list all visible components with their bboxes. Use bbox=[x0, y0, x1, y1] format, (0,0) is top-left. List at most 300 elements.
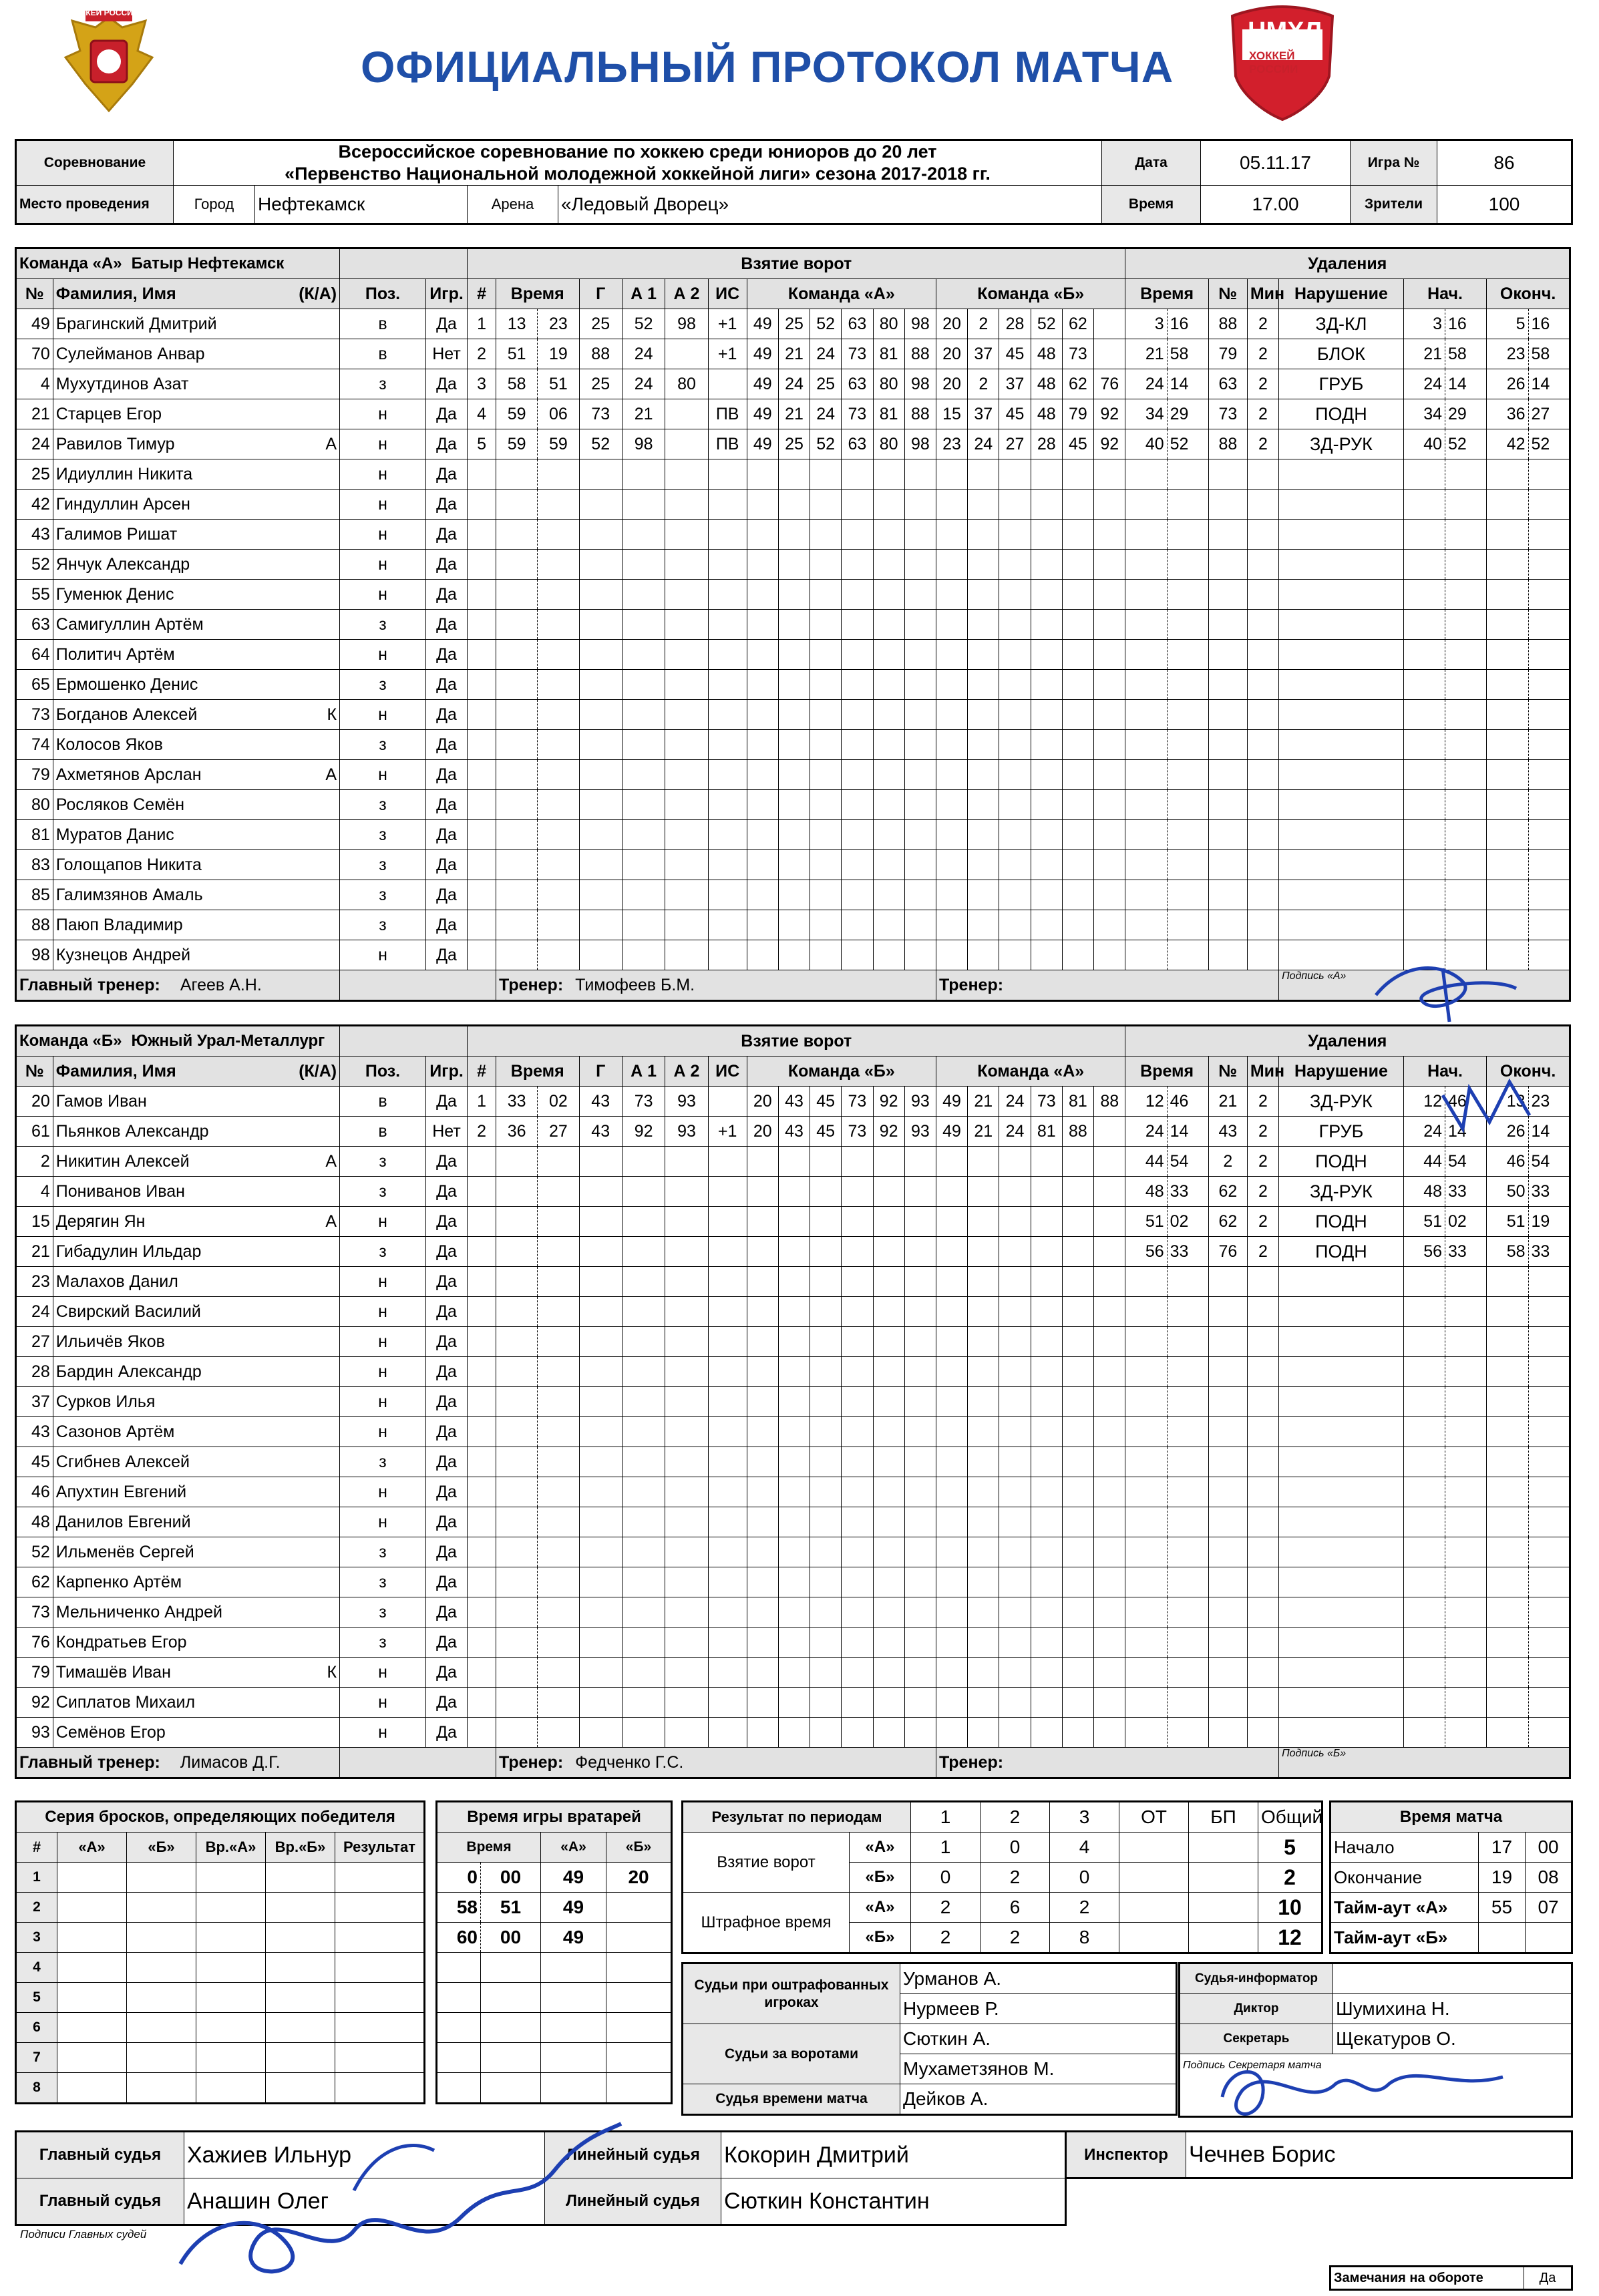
penalty-minute bbox=[1125, 550, 1167, 580]
penalty-player bbox=[1208, 1447, 1247, 1477]
shootout-cell bbox=[57, 1953, 127, 1983]
on-ice-own-player bbox=[747, 1447, 778, 1477]
on-ice-opp-player bbox=[968, 640, 999, 670]
player-name-cell bbox=[53, 1177, 339, 1207]
player-name: Пониванов Иван bbox=[55, 1181, 185, 1201]
penalty-end-minute: 23 bbox=[1487, 339, 1528, 369]
player-name-cell bbox=[53, 309, 339, 339]
penalty-minutes bbox=[1247, 700, 1278, 730]
shootout-cell bbox=[266, 1923, 335, 1953]
penalty-end-minute bbox=[1487, 820, 1528, 850]
on-ice-own-player bbox=[904, 1147, 936, 1177]
player-role: К bbox=[327, 705, 337, 724]
referee-2: Анашин Олег bbox=[184, 2178, 545, 2225]
on-ice-own-player: 73 bbox=[842, 1087, 873, 1117]
on-ice-own-player bbox=[778, 880, 810, 910]
penalty-end-minute bbox=[1487, 1357, 1528, 1387]
penalty-minutes bbox=[1247, 490, 1278, 520]
penalty-end-second bbox=[1528, 1417, 1570, 1447]
player-name-cell bbox=[53, 910, 339, 940]
on-ice-own-player bbox=[842, 1267, 873, 1297]
player-played: Да bbox=[425, 1688, 467, 1718]
goalie-cell bbox=[437, 2013, 481, 2043]
on-ice-own-player bbox=[810, 640, 842, 670]
player-played: Нет bbox=[425, 339, 467, 369]
on-ice-opp-player bbox=[999, 1477, 1031, 1507]
penalty-violation: ПОДН bbox=[1279, 1237, 1404, 1267]
player-position: в bbox=[340, 1117, 426, 1147]
shootout-cell bbox=[196, 1953, 266, 1983]
player-position: н bbox=[340, 490, 426, 520]
goal-second bbox=[538, 1177, 579, 1207]
on-ice-opp-player: 37 bbox=[999, 369, 1031, 399]
on-ice-opp-player bbox=[936, 1688, 967, 1718]
on-ice-opp-player bbox=[1062, 490, 1093, 520]
on-ice-opp-player bbox=[1094, 1658, 1125, 1688]
on-ice-opp-player bbox=[968, 580, 999, 610]
goalie-col-time: Время bbox=[437, 1833, 541, 1863]
on-ice-opp-player bbox=[1094, 1447, 1125, 1477]
goal-number: 1 bbox=[468, 1087, 496, 1117]
goal-assist-1: 98 bbox=[622, 429, 665, 459]
on-ice-own-player: 92 bbox=[873, 1117, 904, 1147]
table-row bbox=[16, 910, 1570, 940]
penalty-minute bbox=[1125, 1297, 1167, 1327]
table-row bbox=[16, 1357, 1570, 1387]
on-ice-own-player bbox=[904, 520, 936, 550]
penalty-violation: ПОДН bbox=[1279, 399, 1404, 429]
goal-assist-2 bbox=[665, 1357, 708, 1387]
on-ice-opp-player bbox=[968, 850, 999, 880]
player-played: Да bbox=[425, 880, 467, 910]
goal-number bbox=[468, 910, 496, 940]
on-ice-opp-player bbox=[936, 1147, 967, 1177]
goal-situation bbox=[708, 850, 747, 880]
on-ice-own-player bbox=[778, 1597, 810, 1628]
goal-assist-2 bbox=[665, 1718, 708, 1748]
col-pen-start: Нач. bbox=[1403, 279, 1486, 309]
on-ice-opp-player bbox=[936, 1357, 967, 1387]
penalty-violation bbox=[1279, 730, 1404, 760]
player-name-cell bbox=[53, 610, 339, 640]
on-ice-opp-player bbox=[1062, 1537, 1093, 1567]
penalty-end-minute bbox=[1487, 790, 1528, 820]
coach-label: Тренер: bbox=[499, 1752, 564, 1772]
player-name: Идиуллин Никита bbox=[55, 464, 193, 484]
penalty-minute bbox=[1125, 1507, 1167, 1537]
player-number: 4 bbox=[16, 1177, 53, 1207]
on-ice-opp-player bbox=[968, 1477, 999, 1507]
penalty-end-second: 33 bbox=[1528, 1237, 1570, 1267]
on-ice-opp-player bbox=[936, 940, 967, 970]
goalie-cell bbox=[541, 2043, 606, 2073]
goal-assist-2 bbox=[665, 1447, 708, 1477]
informer-label: Судья-информатор bbox=[1180, 1963, 1333, 1994]
penalty-end-minute: 26 bbox=[1487, 369, 1528, 399]
player-number: 21 bbox=[16, 399, 53, 429]
penalty-second bbox=[1167, 880, 1208, 910]
col-goal-time: Время bbox=[496, 279, 579, 309]
on-ice-own-player bbox=[747, 520, 778, 550]
on-ice-own-player: 49 bbox=[747, 429, 778, 459]
goal-minute bbox=[496, 1628, 538, 1658]
player-name: Равилов Тимур bbox=[55, 434, 175, 453]
on-ice-own-player bbox=[747, 580, 778, 610]
penalty-second bbox=[1167, 1387, 1208, 1417]
on-ice-own-player bbox=[810, 1658, 842, 1688]
on-ice-own-player bbox=[810, 1718, 842, 1748]
on-ice-opp-player bbox=[968, 820, 999, 850]
penalty-violation bbox=[1279, 1387, 1404, 1417]
table-row bbox=[16, 730, 1570, 760]
head-coach-cell bbox=[16, 1748, 340, 1778]
on-ice-opp-player bbox=[1094, 520, 1125, 550]
player-number: 15 bbox=[16, 1207, 53, 1237]
on-ice-own-player: 80 bbox=[873, 429, 904, 459]
goal-assist-1 bbox=[622, 1628, 665, 1658]
penalty-end-second: 14 bbox=[1528, 1117, 1570, 1147]
on-ice-own-player bbox=[873, 790, 904, 820]
penalty-player bbox=[1208, 1327, 1247, 1357]
goal-situation bbox=[708, 459, 747, 490]
team-b-table bbox=[15, 1024, 1571, 1779]
goalie-second: 51 bbox=[481, 1893, 541, 1923]
on-ice-opp-player bbox=[999, 1447, 1031, 1477]
on-ice-opp-player bbox=[936, 820, 967, 850]
on-ice-own-player bbox=[778, 730, 810, 760]
on-ice-own-player bbox=[747, 730, 778, 760]
on-ice-opp-player bbox=[1031, 1658, 1062, 1688]
on-ice-own-player: 45 bbox=[810, 1117, 842, 1147]
penalty-minute bbox=[1125, 790, 1167, 820]
penalty-end-minute bbox=[1487, 730, 1528, 760]
goalie-col-b: «Б» bbox=[606, 1833, 672, 1863]
on-ice-own-player bbox=[842, 730, 873, 760]
goal-assist-1 bbox=[622, 1477, 665, 1507]
on-ice-own-player bbox=[904, 1628, 936, 1658]
on-ice-opp-player bbox=[1094, 910, 1125, 940]
on-ice-opp-player bbox=[1062, 580, 1093, 610]
penalty-end-second bbox=[1528, 880, 1570, 910]
goal-number bbox=[468, 1597, 496, 1628]
on-ice-opp-player bbox=[999, 1297, 1031, 1327]
goal-situation bbox=[708, 730, 747, 760]
goal-minute bbox=[496, 760, 538, 790]
penalty-end-second bbox=[1528, 910, 1570, 940]
goal-assist-2 bbox=[665, 1207, 708, 1237]
penalty-player: 63 bbox=[1208, 369, 1247, 399]
periods-pen-cell bbox=[1189, 1923, 1258, 1953]
penalty-player bbox=[1208, 490, 1247, 520]
on-ice-opp-player bbox=[1031, 580, 1062, 610]
goalie-b bbox=[606, 1923, 672, 1953]
periods-pen-cell bbox=[1189, 1893, 1258, 1923]
on-ice-opp-player bbox=[999, 1417, 1031, 1447]
goal-number bbox=[468, 1177, 496, 1207]
on-ice-own-player bbox=[904, 580, 936, 610]
on-ice-own-player bbox=[778, 1628, 810, 1658]
penalty-start-second bbox=[1445, 880, 1487, 910]
on-ice-own-player bbox=[842, 850, 873, 880]
on-ice-opp-player bbox=[1094, 1207, 1125, 1237]
goal-second: 27 bbox=[538, 1117, 579, 1147]
penalty-minute bbox=[1125, 700, 1167, 730]
penalty-start-second bbox=[1445, 520, 1487, 550]
col-goal-num: # bbox=[468, 279, 496, 309]
coach-name: Федченко Г.С. bbox=[575, 1752, 684, 1772]
goal-number bbox=[468, 459, 496, 490]
penalty-second bbox=[1167, 1628, 1208, 1658]
player-number: 63 bbox=[16, 610, 53, 640]
goal-situation bbox=[708, 1477, 747, 1507]
col-pen-end: Оконч. bbox=[1487, 1057, 1570, 1087]
goal-number bbox=[468, 580, 496, 610]
on-ice-own-player bbox=[747, 550, 778, 580]
on-ice-opp-player bbox=[999, 1597, 1031, 1628]
penalty-violation bbox=[1279, 1658, 1404, 1688]
penalty-violation bbox=[1279, 1447, 1404, 1477]
player-name-cell bbox=[53, 1267, 339, 1297]
penalty-violation bbox=[1279, 700, 1404, 730]
goal-situation bbox=[708, 550, 747, 580]
on-ice-own-player bbox=[747, 1147, 778, 1177]
penalty-minutes: 2 bbox=[1247, 339, 1278, 369]
shootout-cell bbox=[57, 1863, 127, 1893]
on-ice-own-player bbox=[842, 940, 873, 970]
penalty-minute: 34 bbox=[1125, 399, 1167, 429]
penalty-end-minute bbox=[1487, 1537, 1528, 1567]
goal-assist-2 bbox=[665, 850, 708, 880]
shootout-cell bbox=[57, 1983, 127, 2013]
penalty-player bbox=[1208, 940, 1247, 970]
penalty-violation bbox=[1279, 459, 1404, 490]
on-ice-opp-player: 2 bbox=[968, 369, 999, 399]
goal-assist-2 bbox=[665, 1267, 708, 1297]
on-ice-own-player: 93 bbox=[904, 1117, 936, 1147]
team-label bbox=[16, 248, 340, 279]
shootout-cell bbox=[196, 2073, 266, 2104]
on-ice-own-player bbox=[873, 940, 904, 970]
penalty-start-second: 46 bbox=[1445, 1087, 1487, 1117]
player-name: Сурков Илья bbox=[55, 1392, 156, 1411]
goal-scorer bbox=[579, 760, 622, 790]
goal-situation bbox=[708, 580, 747, 610]
on-ice-own-player bbox=[904, 880, 936, 910]
penalty-minutes bbox=[1247, 820, 1278, 850]
on-ice-own-player bbox=[747, 1207, 778, 1237]
table-row bbox=[16, 820, 1570, 850]
penalty-end-minute bbox=[1487, 550, 1528, 580]
goal-minute bbox=[496, 880, 538, 910]
penalty-start-minute: 24 bbox=[1403, 1117, 1445, 1147]
goal-second bbox=[538, 730, 579, 760]
goal-situation bbox=[708, 520, 747, 550]
table-row bbox=[16, 1507, 1570, 1537]
periods-title: Результат по периодам bbox=[683, 1802, 911, 1833]
goal-scorer: 73 bbox=[579, 399, 622, 429]
on-ice-opp-player bbox=[999, 1387, 1031, 1417]
goal-situation bbox=[708, 760, 747, 790]
periods-goal-cell bbox=[1189, 1863, 1258, 1893]
right-logo-bottom: ХОККЕЙ РОССИИ bbox=[1249, 49, 1298, 75]
on-ice-opp-player bbox=[936, 730, 967, 760]
penalty-start-second: 33 bbox=[1445, 1237, 1487, 1267]
on-ice-own-player bbox=[904, 1177, 936, 1207]
player-number: 79 bbox=[16, 760, 53, 790]
shootout-cell bbox=[266, 2043, 335, 2073]
goal-scorer: 25 bbox=[579, 369, 622, 399]
periods-pen-cell: 2 bbox=[911, 1893, 981, 1923]
goal-second: 23 bbox=[538, 309, 579, 339]
periods-goal-cell: 1 bbox=[911, 1833, 981, 1863]
penalty-violation bbox=[1279, 1597, 1404, 1628]
on-ice-own-player bbox=[873, 730, 904, 760]
penalty-start-second bbox=[1445, 1688, 1487, 1718]
goalie-title: Время игры вратарей bbox=[437, 1802, 672, 1833]
goal-assist-1 bbox=[622, 610, 665, 640]
on-ice-own-player: 63 bbox=[842, 309, 873, 339]
col-num: № bbox=[16, 1057, 53, 1087]
goalie-cell bbox=[606, 1983, 672, 2013]
on-ice-opp-player bbox=[1062, 730, 1093, 760]
goal-second bbox=[538, 790, 579, 820]
goal-second: 51 bbox=[538, 369, 579, 399]
team-signature-cell bbox=[1279, 1748, 1570, 1778]
on-ice-own-player bbox=[873, 1688, 904, 1718]
penalty-violation bbox=[1279, 790, 1404, 820]
on-ice-own-player bbox=[747, 1417, 778, 1447]
penalty-start-second bbox=[1445, 1297, 1487, 1327]
goal-number bbox=[468, 1387, 496, 1417]
penalty-minute: 24 bbox=[1125, 369, 1167, 399]
player-position: н bbox=[340, 1718, 426, 1748]
penalty-start-second bbox=[1445, 1718, 1487, 1748]
on-ice-opp-player: 49 bbox=[936, 1117, 967, 1147]
on-ice-opp-player: 21 bbox=[968, 1117, 999, 1147]
on-ice-opp-player bbox=[1094, 880, 1125, 910]
on-ice-opp-player bbox=[936, 910, 967, 940]
player-position: з bbox=[340, 790, 426, 820]
table-row bbox=[16, 520, 1570, 550]
on-ice-opp-player bbox=[1094, 760, 1125, 790]
goal-second bbox=[538, 1658, 579, 1688]
on-ice-own-player bbox=[747, 1177, 778, 1207]
player-position: з bbox=[340, 1177, 426, 1207]
on-ice-opp-player bbox=[1062, 1237, 1093, 1267]
table-row bbox=[16, 850, 1570, 880]
table-row bbox=[16, 369, 1570, 399]
goal-situation bbox=[708, 1237, 747, 1267]
on-ice-opp-player: 21 bbox=[968, 1087, 999, 1117]
goal-assist-1 bbox=[622, 1387, 665, 1417]
penalty-start-minute bbox=[1403, 1718, 1445, 1748]
penalty-start-minute bbox=[1403, 1447, 1445, 1477]
goal-assist-1: 24 bbox=[622, 369, 665, 399]
player-played: Да bbox=[425, 1327, 467, 1357]
on-ice-own-player bbox=[842, 1147, 873, 1177]
coach-cell bbox=[496, 970, 936, 1001]
penalty-player bbox=[1208, 790, 1247, 820]
on-ice-opp-player bbox=[1062, 1357, 1093, 1387]
player-played: Да bbox=[425, 369, 467, 399]
penalty-start-second bbox=[1445, 1417, 1487, 1447]
player-number: 49 bbox=[16, 309, 53, 339]
player-name: Мельниченко Андрей bbox=[55, 1602, 223, 1621]
city-value: Нефтекамск bbox=[255, 186, 468, 224]
goal-minute bbox=[496, 1718, 538, 1748]
penalty-minute bbox=[1125, 580, 1167, 610]
on-ice-own-player bbox=[747, 1327, 778, 1357]
player-number: 73 bbox=[16, 1597, 53, 1628]
on-ice-own-player bbox=[810, 1447, 842, 1477]
on-ice-opp-player bbox=[1031, 850, 1062, 880]
on-ice-opp-player bbox=[1062, 1327, 1093, 1357]
penalty-end-second bbox=[1528, 490, 1570, 520]
shootout-row bbox=[16, 1983, 425, 2013]
goal-number: 5 bbox=[468, 429, 496, 459]
goal-situation bbox=[708, 700, 747, 730]
on-ice-opp-player bbox=[999, 1207, 1031, 1237]
penalty-minute bbox=[1125, 880, 1167, 910]
player-name-cell bbox=[53, 1117, 339, 1147]
on-ice-own-player bbox=[778, 700, 810, 730]
penalty-minute bbox=[1125, 1718, 1167, 1748]
on-ice-opp-player: 88 bbox=[1094, 1087, 1125, 1117]
penalty-second bbox=[1167, 1567, 1208, 1597]
goal-second bbox=[538, 1597, 579, 1628]
on-ice-own-player bbox=[904, 1477, 936, 1507]
goal-assist-1 bbox=[622, 520, 665, 550]
table-row bbox=[16, 880, 1570, 910]
penalty-start-minute bbox=[1403, 1658, 1445, 1688]
player-name: Тимашёв Иван bbox=[55, 1662, 171, 1682]
penalty-start-second bbox=[1445, 670, 1487, 700]
penalty-start-minute bbox=[1403, 670, 1445, 700]
goal-assist-1 bbox=[622, 1417, 665, 1447]
goal-second bbox=[538, 910, 579, 940]
player-position: н bbox=[340, 1658, 426, 1688]
on-ice-opp-player bbox=[999, 670, 1031, 700]
penalty-start-minute bbox=[1403, 1507, 1445, 1537]
player-name-cell bbox=[53, 790, 339, 820]
player-name-cell bbox=[53, 1327, 339, 1357]
goal-scorer bbox=[579, 610, 622, 640]
penalty-violation bbox=[1279, 1357, 1404, 1387]
on-ice-own-player bbox=[810, 820, 842, 850]
penalty-second bbox=[1167, 940, 1208, 970]
spectators-label: Зрители bbox=[1351, 186, 1437, 224]
penalty-minutes bbox=[1247, 640, 1278, 670]
penalty-second bbox=[1167, 700, 1208, 730]
player-name: Гибадулин Ильдар bbox=[55, 1241, 202, 1261]
timeout-a-label: Тайм-аут «А» bbox=[1330, 1893, 1479, 1923]
col-pen-min: Мин bbox=[1247, 1057, 1278, 1087]
on-ice-opp-player bbox=[1062, 1628, 1093, 1658]
goal-number bbox=[468, 1658, 496, 1688]
goal-second bbox=[538, 520, 579, 550]
periods-pen-cell: 2 bbox=[981, 1923, 1050, 1953]
penalty-violation: ГРУБ bbox=[1279, 369, 1404, 399]
on-ice-own-player bbox=[842, 1688, 873, 1718]
periods-pen-cell: 6 bbox=[981, 1893, 1050, 1923]
on-ice-opp-player bbox=[968, 730, 999, 760]
goal-judge-2: Мухаметзянов М. bbox=[900, 2054, 1177, 2084]
on-ice-own-player bbox=[810, 490, 842, 520]
on-ice-opp-player bbox=[936, 490, 967, 520]
goal-minute bbox=[496, 1417, 538, 1447]
goal-assist-1 bbox=[622, 880, 665, 910]
on-ice-own-player bbox=[873, 1477, 904, 1507]
